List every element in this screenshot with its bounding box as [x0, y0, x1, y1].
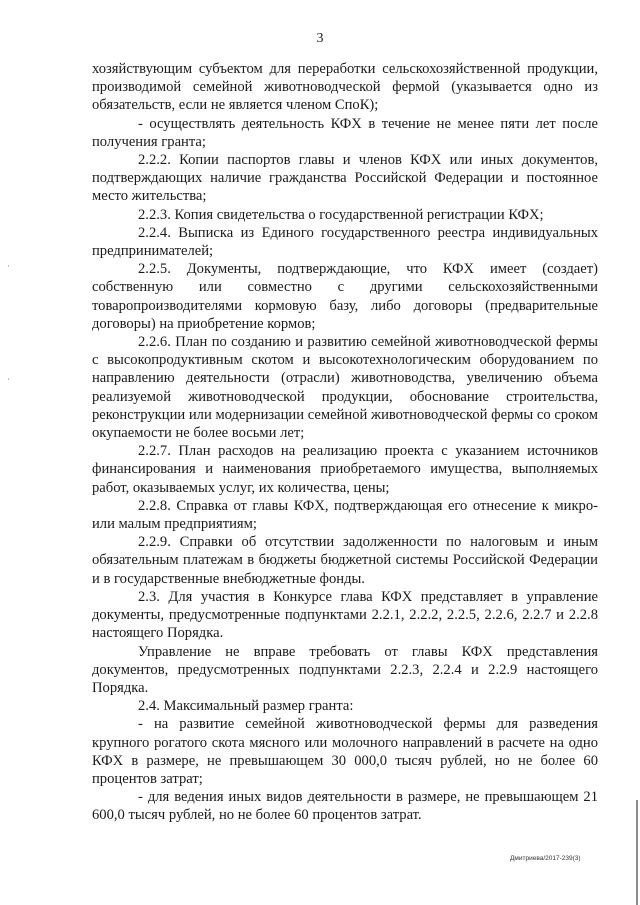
paragraph: 2.2.4. Выписка из Единого государственного реестра индивидуальных предпринимателей; — [92, 224, 598, 260]
paragraph: 2.2.9. Справки об отсутствии задолженности по налоговым и иным обязательным платежам в бюджеты бюджетной системы Российской Федерации и в государственные внебюджетные фонды. — [92, 534, 598, 587]
paragraph: 2.2.5. Документы, подтверждающие, что КФХ имеет (создает) собственную или совместно с другими сельскохозяйственными товаропроизводителями кормовую базу, либо договоры (предварительные договоры) на приобретение кормов; — [92, 261, 598, 332]
paragraph: Управление не вправе требовать от главы КФХ представления документов, предусмотренных подпунктами 2.2.3, 2.2.4 и 2.2.9 настоящего Порядка. — [92, 643, 598, 696]
document-body — [92, 60, 598, 825]
paragraph: 2.3. Для участия в Конкурсе глава КФХ представляет в управление документы, предусмотренные подпунктами 2.2.1, 2.2.2, 2.2.5, 2.2.6, 2.2.7 и 2.2.8 настоящего Порядка. — [92, 588, 598, 642]
paragraph: 2.2.7. План расходов на реализацию проекта с указанием источников финансирования и наименования приобретаемого имущества, выполняемых работ, оказываемых услуг, их количества, цены; — [92, 443, 598, 496]
scan-mark — [8, 265, 9, 267]
paragraph: 2.2.8. Справка от главы КФХ, подтверждающая его отнесение к микро- или малым предприятиям; — [92, 497, 598, 533]
paragraph: 2.4. Максимальный размер гранта: — [138, 698, 354, 715]
scan-mark — [8, 378, 9, 380]
paragraph: хозяйствующим субъектом для переработки сельскохозяйственной продукции, производимой семейной животноводческой фермой (указывается одно из обязательств, если не является членом СпоК); — [92, 61, 598, 114]
paragraph: - на развитие семейной животноводческой фермы для разведения крупного рогатого скота мясного или молочного направлений в расчете на одно КФХ в размере, не превышающем 30 000,0 тысяч рублей, но не более 60 процентов затрат; — [92, 716, 598, 787]
paragraph: - осуществлять деятельность КФХ в течение не менее пяти лет после получения гранта; — [92, 115, 598, 150]
paragraph: - для ведения иных видов деятельности в размере, не превышающем 21 600,0 тысяч рублей, но не более 60 процентов затрат. — [92, 789, 598, 824]
page-number: 3 — [316, 31, 324, 46]
paragraph: 2.2.6. План по созданию и развитию семейной животноводческой фермы с высокопродуктивным скотом и высокотехнологическим оборудованием по направлению деятельности (отрасли) животноводства, увеличению объема реализуемой животноводческой продукции, обоснование строительства, реконструкции или модернизации семейной животноводческой фермы со сроком окупаемости не более восьми лет; — [92, 334, 598, 442]
footer-code: Дмитриева/2017-239(3) — [510, 855, 581, 862]
scan-edge — [636, 800, 638, 905]
paragraph: 2.2.3. Копия свидетельства о государственной регистрации КФХ; — [138, 206, 544, 223]
paragraph: 2.2.2. Копии паспортов главы и членов КФХ или иных документов, подтверждающих наличие гражданства Российской Федерации и постоянное место жительства; — [92, 152, 598, 205]
